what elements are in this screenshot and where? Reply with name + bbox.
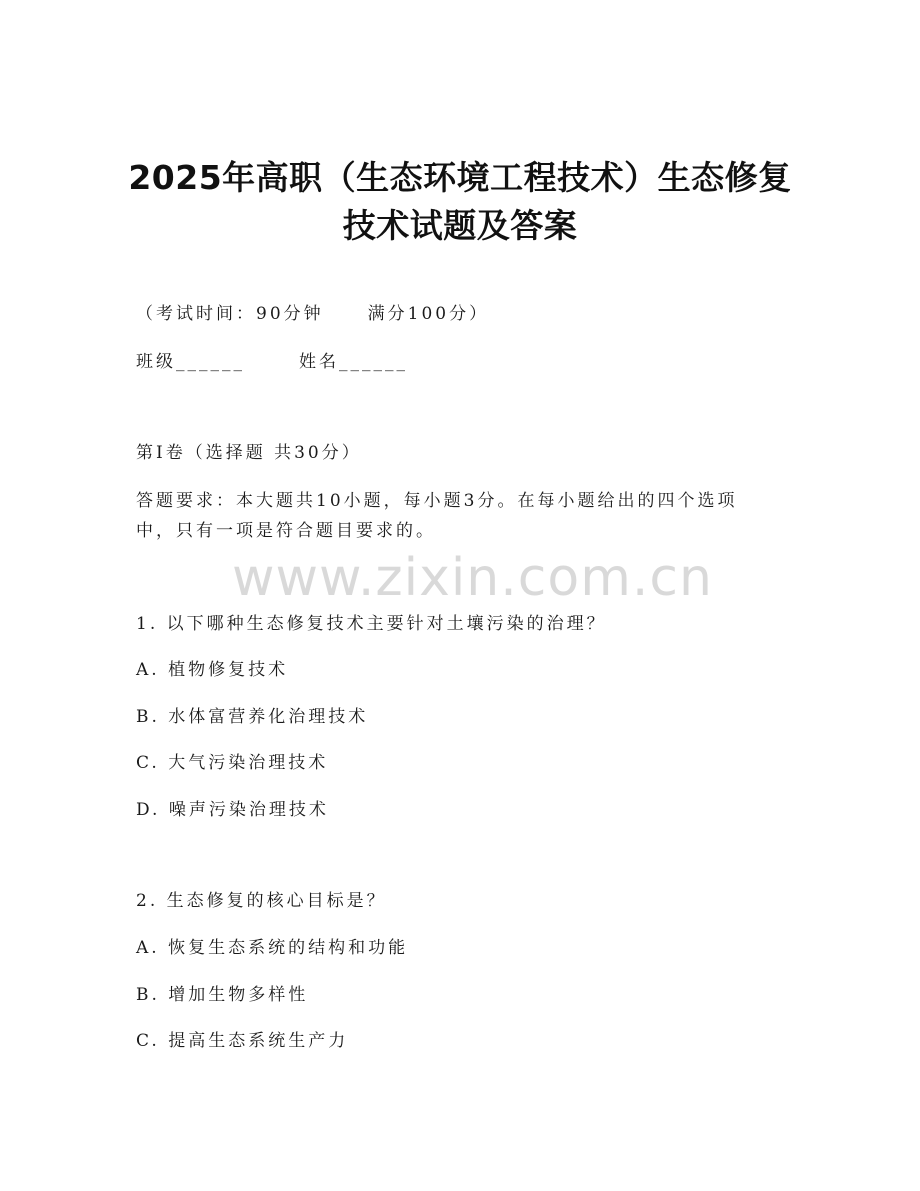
exam-full-score: 满分100分） xyxy=(367,304,490,324)
question-2-option-b: B. 增加生物多样性 xyxy=(136,985,309,1005)
section-instruction-line-2: 中，只有一项是符合题目要求的。 xyxy=(136,521,436,541)
question-2-stem: 2. 生态修复的核心目标是？ xyxy=(136,891,387,911)
question-1-option-d: D. 噪声污染治理技术 xyxy=(136,800,329,820)
watermark: www.zixin.com.cn xyxy=(232,548,713,608)
question-2-option-c: C. 提高生态系统生产力 xyxy=(136,1031,349,1051)
question-1-option-a: A. 植物修复技术 xyxy=(136,660,289,680)
name-field: 姓名______ xyxy=(299,352,408,372)
exam-time: （考试时间：90分钟 xyxy=(136,304,324,324)
exam-info xyxy=(136,302,489,326)
document-title-line-1: 2025年高职（生态环境工程技术）生态修复 xyxy=(128,158,792,197)
question-1-stem: 1. 以下哪种生态修复技术主要针对土壤污染的治理？ xyxy=(136,614,607,634)
class-field: 班级______ xyxy=(136,352,245,372)
document-title-line-2: 技术试题及答案 xyxy=(342,206,578,245)
question-1-option-b: B. 水体富营养化治理技术 xyxy=(136,707,369,727)
student-fields xyxy=(136,350,408,374)
section-instruction-line-1: 答题要求：本大题共10小题，每小题3分。在每小题给出的四个选项 xyxy=(136,491,738,511)
section-heading: 第I卷（选择题 共30分） xyxy=(136,443,362,463)
question-1-option-c: C. 大气污染治理技术 xyxy=(136,753,329,773)
question-2-option-a: A. 恢复生态系统的结构和功能 xyxy=(136,938,409,958)
